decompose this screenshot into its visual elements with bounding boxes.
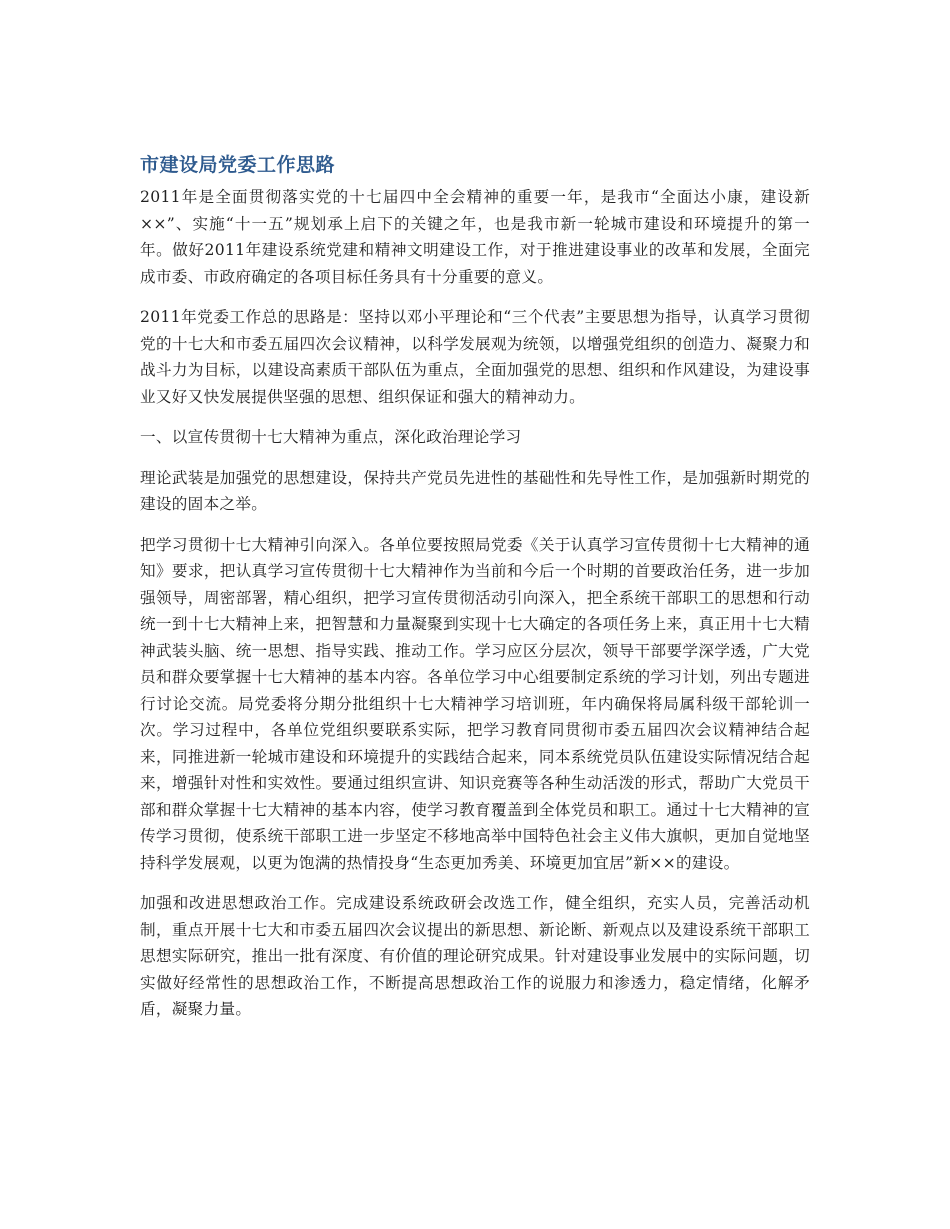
intro-paragraph: 2011年是全面贯彻落实党的十七届四中全会精神的重要一年，是我市“全面达小康，建设新××”、实施“十一五”规划承上启下的关键之年，也是我市新一轮城市建设和环境提升的第一年。做好2011年建设系统党建和精神文明建设工作，对于推进建设事业的改革和发展，全面完成市委、市政府确定的各项目标任务具有十分重要的意义。 [140,188,810,286]
section-1-paragraph: 把学习贯彻十七大精神引向深入。各单位要按照局党委《关于认真学习宣传贯彻十七大精神的通知》要求，把认真学习宣传贯彻十七大精神作为当前和今后一个时期的首要政治任务，进一步加强领导，周密部署，精心组织，把学习宣传贯彻活动引向深入，把全系统干部职工的思想和行动统一到十七大精神上来，把智慧和力量凝聚到实现十七大确定的各项任务上来，真正用十七大精神武装头脑、统一思想、指导实践、推动工作。学习应区分层次，领导干部要学深学透，广大党员和群众要掌握十七大精神的基本内容。各单位学习中心组要制定系统的学习计划，列出专题进行讨论交流。局党委将分期分批组织十七大精神学习培训班，年内确保将局属科级干部轮训一次。学习过程中，各单位党组织要联系实际，把学习教育同贯彻市委五届四次会议精神结合起来，同推进新一轮城市建设和环境提升的实践结合起来，同本系统党员队伍建设实际情况结合起来，增强针对性和实效性。要通过组织宣讲、知识竞赛等各种生动活泼的形式，帮助广大党员干部和群众掌握十七大精神的基本内容，使学习教育覆盖到全体党员和职工。通过十七大精神的宣传学习贯彻，使系统干部职工进一步坚定不移地高举中国特色社会主义伟大旗帜，更加自觉地坚持科学发展观，以更为饱满的热情投身“生态更加秀美、环境更加宜居”新××的建设。 [140,535,810,872]
document-page [140,150,810,1037]
section-1-paragraph: 加强和改进思想政治工作。完成建设系统政研会改选工作，健全组织，充实人员，完善活动机制，重点开展十七大和市委五届四次会议提出的新思想、新论断、新观点以及建设系统干部职工思想实际研究，推出一批有深度、有价值的理论研究成果。针对建设事业发展中的实际问题，切实做好经常性的思想政治工作，不断提高思想政治工作的说服力和渗透力，稳定情绪，化解矛盾，凝聚力量。 [140,894,810,1018]
document-title: 市建设局党委工作思路 [140,154,336,176]
section-1-heading: 一、以宣传贯彻十七大精神为重点，深化政治理论学习 [140,428,522,446]
overall-approach-paragraph: 2011年党委工作总的思路是：坚持以邓小平理论和“三个代表”主要思想为指导，认真学习贯彻党的十七大和市委五届四次会议精神，以科学发展观为统领，以增强党组织的创造力、凝聚力和战斗力为目标，以建设高素质干部队伍为重点，全面加强党的思想、组织和作风建设，为建设事业又好又快发展提供坚强的思想、组织保证和强大的精神动力。 [140,308,810,406]
section-1-paragraph: 理论武装是加强党的思想建设，保持共产党员先进性的基础性和先导性工作，是加强新时期党的建设的固本之举。 [140,468,810,513]
